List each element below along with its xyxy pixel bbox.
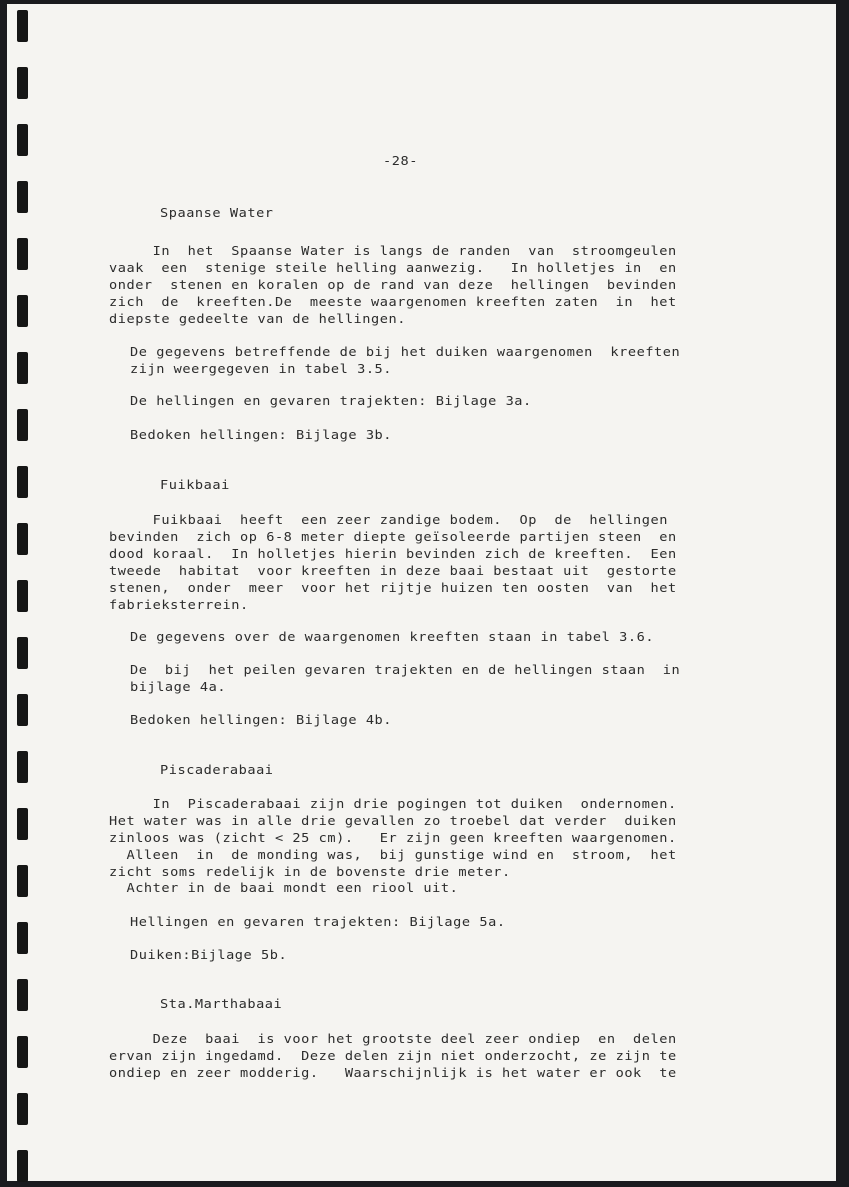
note-line: Duiken:Bijlage 5b. [130, 948, 288, 963]
paragraph-line: diepste gedeelte van de hellingen. [109, 312, 406, 327]
paragraph-line: In Piscaderabaai zijn drie pogingen tot duiken ondernomen. [109, 797, 677, 812]
binding-mark [17, 67, 28, 99]
document-page [7, 4, 836, 1181]
paragraph-line: Het water was in alle drie gevallen zo troebel dat verder duiken [109, 814, 677, 829]
paragraph-line: stenen, onder meer voor het rijtje huizen ten oosten van het [109, 581, 677, 596]
paragraph-line: vaak een stenige steile helling aanwezig. In holletjes in en [109, 261, 677, 276]
binding-mark [17, 1093, 28, 1125]
note-line: Hellingen en gevaren trajekten: Bijlage 5a. [130, 915, 506, 930]
binding-mark [17, 637, 28, 669]
paragraph-line: In het Spaanse Water is langs de randen van stroomgeulen [109, 244, 677, 259]
note-line: Bedoken hellingen: Bijlage 4b. [130, 713, 393, 728]
binding-mark [17, 979, 28, 1011]
page-number: -28- [383, 154, 418, 169]
binding-mark [17, 295, 28, 327]
paragraph-line: Fuikbaai heeft een zeer zandige bodem. Op de hellingen [109, 513, 668, 528]
paragraph-line: fabrieksterrein. [109, 598, 249, 613]
binding-mark [17, 808, 28, 840]
binding-mark [17, 865, 28, 897]
note-line: Bedoken hellingen: Bijlage 3b. [130, 428, 393, 443]
note-line: De gegevens over de waargenomen kreeften staan in tabel 3.6. [130, 630, 655, 645]
paragraph-line: Alleen in de monding was, bij gunstige wind en stroom, het [109, 848, 677, 863]
binding-mark [17, 124, 28, 156]
binding-mark [17, 10, 28, 42]
section-heading-fuikbaai: Fuikbaai [160, 478, 230, 493]
paragraph-line: Achter in de baai mondt een riool uit. [109, 881, 459, 896]
note-line: De hellingen en gevaren trajekten: Bijlage 3a. [130, 394, 532, 409]
binding-mark [17, 1036, 28, 1068]
paragraph-line: ondiep en zeer modderig. Waarschijnlijk is het water er ook te [109, 1066, 677, 1081]
section-heading-spaanse-water: Spaanse Water [160, 206, 274, 221]
paragraph-line: onder stenen en koralen op de rand van deze hellingen bevinden [109, 278, 677, 293]
note-line: De bij het peilen gevaren trajekten en de hellingen staan in [130, 663, 681, 678]
binding-mark [17, 523, 28, 555]
binding-mark [17, 238, 28, 270]
paragraph-line: zinloos was (zicht < 25 cm). Er zijn geen kreeften waargenomen. [109, 831, 677, 846]
binding-mark [17, 1150, 28, 1182]
section-heading-piscaderabaai: Piscaderabaai [160, 763, 274, 778]
binding-mark [17, 922, 28, 954]
binding-mark [17, 409, 28, 441]
note-line: De gegevens betreffende de bij het duiken waargenomen kreeften [130, 345, 681, 360]
binding-mark [17, 694, 28, 726]
paragraph-line: zich de kreeften.De meeste waargenomen kreeften zaten in het [109, 295, 677, 310]
binding-mark [17, 181, 28, 213]
note-line: zijn weergegeven in tabel 3.5. [130, 362, 393, 377]
paragraph-line: bevinden zich op 6-8 meter diepte geïsoleerde partijen steen en [109, 530, 677, 545]
paragraph-line: Deze baai is voor het grootste deel zeer ondiep en delen [109, 1032, 677, 1047]
binding-mark [17, 580, 28, 612]
note-line: bijlage 4a. [130, 680, 227, 695]
binding-mark [17, 751, 28, 783]
paragraph-line: tweede habitat voor kreeften in deze baai bestaat uit gestorte [109, 564, 677, 579]
paragraph-line: ervan zijn ingedamd. Deze delen zijn niet onderzocht, ze zijn te [109, 1049, 677, 1064]
binding-mark [17, 466, 28, 498]
paragraph-line: dood koraal. In holletjes hierin bevinden zich de kreeften. Een [109, 547, 677, 562]
paragraph-line: zicht soms redelijk in de bovenste drie meter. [109, 865, 511, 880]
binding-mark [17, 352, 28, 384]
section-heading-sta-marthabaai: Sta.Marthabaai [160, 997, 283, 1012]
